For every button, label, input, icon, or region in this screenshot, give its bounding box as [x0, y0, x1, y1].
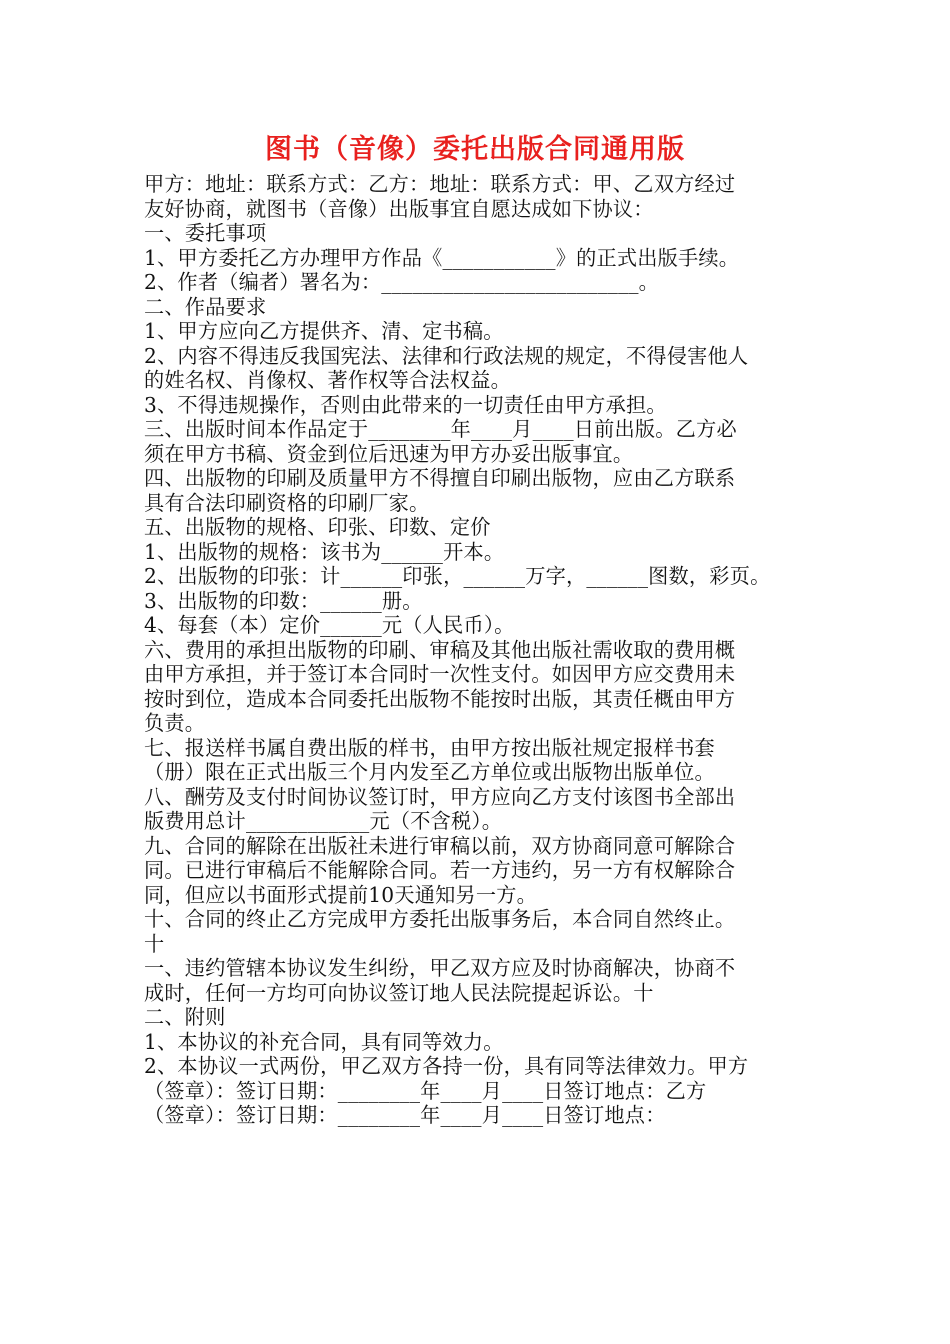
text-line: 1、本协议的补充合同，具有同等效力。 — [144, 1029, 504, 1054]
text-line: （签章）：签订日期：________年____月____日签订地点：乙方 — [144, 1078, 707, 1103]
document-title: 图书（音像）委托出版合同通用版 — [265, 134, 685, 165]
text-line: 四、出版物的印刷及质量甲方不得擅自印刷出版物，应由乙方联系 — [144, 466, 736, 490]
text-line: 十、合同的终止乙方完成甲方委托出版事务后，本合同自然终止。 — [144, 907, 736, 931]
text-line: （签章）：签订日期：________年____月____日签订地点： — [144, 1103, 666, 1127]
text-line: 1、甲方委托乙方办理甲方作品《___________》的正式出版手续。 — [144, 245, 740, 270]
text-line: 2、本协议一式两份，甲乙双方各持一份，具有同等法律效力。甲方 — [144, 1054, 749, 1078]
text-line: 3、出版物的印数：______册。 — [144, 588, 423, 613]
text-line: 须在甲方书稿、资金到位后迅速为甲方办妥出版事宜。 — [144, 441, 634, 466]
text-line: 负责。 — [144, 711, 206, 735]
text-line: 2、出版物的印张：计______印张，______万字，______图数，彩页。 — [144, 564, 771, 588]
text-line: 九、合同的解除在出版社未进行审稿以前，双方协商同意可解除合 — [144, 833, 736, 858]
text-line: 同，但应以书面形式提前10天通知另一方。 — [144, 882, 538, 907]
text-line: 版费用总计____________元（不含税）。 — [144, 809, 503, 833]
text-line: 成时，任何一方均可向协议签订地人民法院提起诉讼。十 — [144, 980, 654, 1005]
text-line: 六、费用的承担出版物的印刷、审稿及其他出版社需收取的费用概 — [144, 637, 736, 662]
text-line: 一、委托事项 — [144, 221, 267, 245]
text-line: 3、不得违规操作，否则由此带来的一切责任由甲方承担。 — [144, 392, 667, 417]
text-line: 按时到位，造成本合同委托出版物不能按时出版，其责任概由甲方 — [144, 686, 736, 711]
text-line: 1、甲方应向乙方提供齐、清、定书稿。 — [144, 319, 504, 343]
text-line: 三、出版时间本作品定于________年____月____日前出版。乙方必 — [144, 417, 737, 441]
text-line: 八、酬劳及支付时间协议签订时，甲方应向乙方支付该图书全部出 — [144, 784, 736, 809]
text-line: 五、出版物的规格、印张、印数、定价 — [144, 515, 491, 539]
text-line: 的姓名权、肖像权、著作权等合法权益。 — [144, 368, 511, 392]
text-line: （册）限在正式出版三个月内发至乙方单位或出版物出版单位。 — [144, 760, 715, 784]
text-line: 二、作品要求 — [144, 294, 267, 319]
text-line: 2、作者（编者）署名为：_________________________。 — [144, 270, 660, 294]
text-line: 七、报送样书属自费出版的样书，由甲方按出版社规定报样书套 — [144, 735, 715, 760]
document-body — [144, 172, 824, 1128]
text-line: 2、内容不得违反我国宪法、法律和行政法规的规定，不得侵害他人 — [144, 343, 749, 368]
text-line: 一、违约管辖本协议发生纠纷，甲乙双方应及时协商解决，协商不 — [144, 956, 736, 980]
text-line: 十 — [144, 931, 165, 956]
text-line: 1、出版物的规格：该书为______开本。 — [144, 539, 505, 564]
text-line: 二、附则 — [144, 1005, 226, 1029]
text-line: 同。已进行审稿后不能解除合同。若一方违约，另一方有权解除合 — [144, 858, 736, 882]
text-line: 甲方：地址：联系方式：乙方：地址：联系方式：甲、乙双方经过 — [144, 172, 736, 196]
text-line: 友好协商，就图书（音像）出版事宜自愿达成如下协议： — [144, 196, 654, 221]
text-line: 具有合法印刷资格的印刷厂家。 — [144, 490, 430, 515]
text-line: 由甲方承担，并于签订本合同时一次性支付。如因甲方应交费用未 — [144, 662, 736, 686]
text-line: 4、每套（本）定价______元（人民币）。 — [144, 613, 515, 637]
